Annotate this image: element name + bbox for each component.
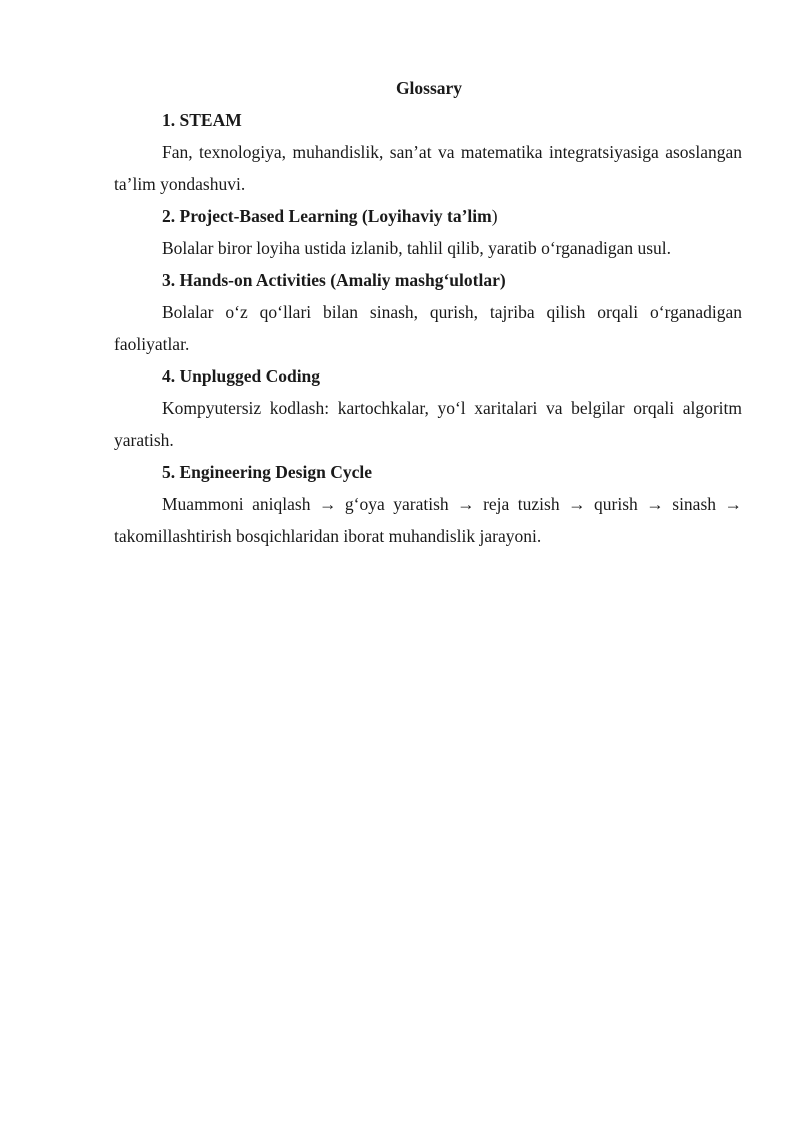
glossary-entry xyxy=(114,104,742,200)
glossary-definition: Fan, texnologiya, muhandislik, san’at va matematika integratsiyasiga asoslangan ta’lim yondashuvi. xyxy=(114,142,742,194)
glossary-content xyxy=(114,72,742,552)
glossary-entry xyxy=(114,264,742,360)
glossary-term: 5. Engineering Design Cycle xyxy=(162,462,372,482)
glossary-definition: Bolalar o‘z qo‘llari bilan sinash, qurish, tajriba qilish orqali o‘rganadigan faoliyatlar. xyxy=(114,302,742,354)
glossary-definition: Muammoni aniqlash → g‘oya yaratish → reja tuzish → qurish → sinash → takomillashtirish bosqichlaridan iborat muhandislik jarayoni. xyxy=(114,494,742,546)
page-title: Glossary xyxy=(395,78,463,98)
glossary-entry xyxy=(114,200,742,264)
glossary-term xyxy=(114,200,742,232)
glossary-term: 4. Unplugged Coding xyxy=(162,366,321,386)
glossary-entry xyxy=(114,360,742,456)
glossary-term-closing-paren: ) xyxy=(491,206,498,226)
glossary-entry xyxy=(114,456,742,552)
glossary-term-text: 2. Project-Based Learning (Loyihaviy ta’lim xyxy=(162,206,492,226)
glossary-definition: Kompyutersiz kodlash: kartochkalar, yo‘l xaritalari va belgilar orqali algoritm yaratish. xyxy=(114,398,742,450)
glossary-definition: Bolalar biror loyiha ustida izlanib, tahlil qilib, yaratib o‘rganadigan usul. xyxy=(162,238,672,258)
glossary-term: 1. STEAM xyxy=(162,110,242,130)
glossary-term: 3. Hands-on Activities (Amaliy mashg‘ulotlar) xyxy=(162,270,506,290)
